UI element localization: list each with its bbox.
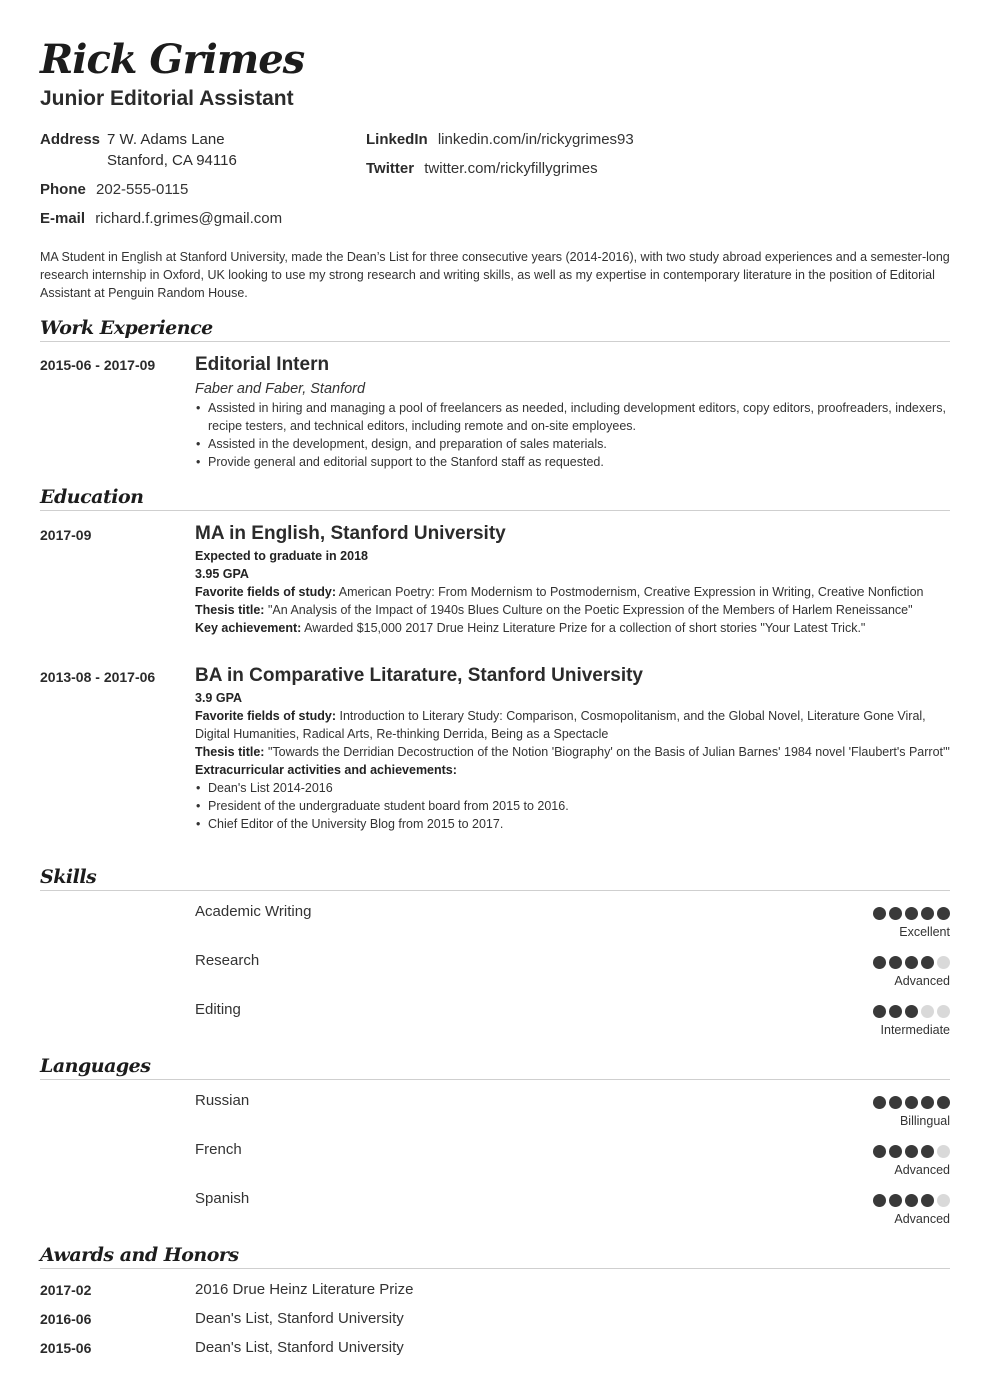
key-achievement bbox=[195, 619, 950, 637]
skill-level: Advanced bbox=[894, 974, 950, 988]
linkedin-label: LinkedIn bbox=[366, 131, 428, 148]
thesis-value: "An Analysis of the Impact of 1940s Blues Culture on the Poetic Expression of the Members of Harlem Reneissance" bbox=[267, 603, 913, 617]
profile-summary: MA Student in English at Stanford University, made the Dean’s List for three consecutive years (2014-2016), with two study abroad experiences and a semester-long research internship in Oxford, UK looking to use my strong research and writing skills, as well as my expertise in contemporary literature in the position of Editorial Assistant at Penguin Random House. bbox=[40, 250, 950, 300]
rating-dot-empty bbox=[937, 1194, 950, 1207]
thesis-label: Thesis title: bbox=[195, 603, 265, 617]
fields-value: Introduction to Literary Study: Comparison, Cosmopolitanism, and the Global Novel, Literature Gone Viral, Digital Humanities, Radical Arts, Re-thinking Derrida, Being as a Spectacle bbox=[195, 709, 926, 741]
section-title-awards: Awards and Honors bbox=[40, 1244, 239, 1266]
email-label: E-mail bbox=[40, 210, 86, 227]
rating-dot-filled bbox=[905, 907, 918, 920]
contact-phone bbox=[40, 179, 188, 200]
rating-dot-empty bbox=[937, 956, 950, 969]
fields-of-study bbox=[195, 707, 950, 743]
rating-dot-filled bbox=[873, 956, 886, 969]
email-link[interactable]: richard.f.grimes@gmail.com bbox=[95, 210, 283, 227]
language-level: Billingual bbox=[899, 1114, 950, 1128]
award-date: 2016-06 bbox=[40, 1311, 92, 1327]
award-date: 2015-06 bbox=[40, 1340, 92, 1356]
section-title-skills: Skills bbox=[40, 866, 97, 888]
rating-dot-filled bbox=[905, 1194, 918, 1207]
twitter-link[interactable]: twitter.com/rickyfillygrimes bbox=[424, 160, 598, 177]
rating-dot-filled bbox=[889, 1145, 902, 1158]
divider bbox=[40, 510, 950, 511]
thesis bbox=[195, 601, 950, 619]
fields-label: Favorite fields of study: bbox=[195, 585, 336, 599]
rating-dot-filled bbox=[937, 907, 950, 920]
twitter-label: Twitter bbox=[366, 160, 415, 177]
job-bullets bbox=[195, 399, 950, 471]
rating-dot-filled bbox=[921, 956, 934, 969]
achievement-value: Awarded $15,000 2017 Drue Heinz Literature Prize for a collection of short stories "Your Latest Trick." bbox=[304, 621, 866, 635]
skill-rating bbox=[873, 956, 950, 969]
rating-dot-filled bbox=[905, 956, 918, 969]
thesis bbox=[195, 743, 950, 761]
address-line2: Stanford, CA 94116 bbox=[107, 152, 237, 169]
skill-name: Academic Writing bbox=[195, 903, 312, 920]
rating-dot-filled bbox=[873, 907, 886, 920]
contact-address bbox=[40, 129, 100, 150]
education-entry-ma bbox=[195, 522, 950, 637]
thesis-label: Thesis title: bbox=[195, 745, 265, 759]
section-title-work: Work Experience bbox=[40, 317, 213, 339]
rating-dot-filled bbox=[873, 1145, 886, 1158]
achievement-label: Key achievement: bbox=[195, 621, 302, 635]
job-title: Junior Editorial Assistant bbox=[40, 87, 294, 110]
contact-email bbox=[40, 208, 282, 229]
extracurricular-bullets bbox=[195, 779, 950, 833]
degree-title: MA in English, Stanford University bbox=[195, 523, 506, 544]
phone-value: 202-555-0115 bbox=[96, 181, 189, 198]
extracurricular-label: Extracurricular activities and achievements: bbox=[195, 763, 457, 777]
education-dates: 2013-08 - 2017-06 bbox=[40, 669, 156, 685]
fields-value: American Poetry: From Modernism to Postmodernism, Creative Expression in Writing, Creative Nonfiction bbox=[338, 585, 924, 599]
skill-rating bbox=[873, 1005, 950, 1018]
phone-label: Phone bbox=[40, 181, 86, 198]
list-item: • Chief Editor of the University Blog from 2015 to 2017. bbox=[195, 815, 950, 833]
education-dates: 2017-09 bbox=[40, 527, 92, 543]
candidate-name: Rick Grimes bbox=[40, 36, 305, 83]
section-title-education: Education bbox=[40, 486, 144, 508]
rating-dot-filled bbox=[889, 1096, 902, 1109]
skill-name: Editing bbox=[195, 1001, 241, 1018]
job-company: Faber and Faber, Stanford bbox=[195, 381, 366, 397]
linkedin-link[interactable]: linkedin.com/in/rickygrimes93 bbox=[437, 131, 634, 148]
rating-dot-filled bbox=[905, 1096, 918, 1109]
language-rating bbox=[873, 1145, 950, 1158]
award-date: 2017-02 bbox=[40, 1282, 92, 1298]
list-item: • Provide general and editorial support to the Stanford staff as requested. bbox=[195, 453, 950, 471]
rating-dot-filled bbox=[921, 907, 934, 920]
list-item: • Assisted in the development, design, and preparation of sales materials. bbox=[195, 435, 950, 453]
award-name: Dean's List, Stanford University bbox=[195, 1310, 404, 1327]
fields-label: Favorite fields of study: bbox=[195, 709, 336, 723]
language-name: Russian bbox=[195, 1092, 250, 1109]
skill-name: Research bbox=[195, 952, 260, 969]
gpa: 3.9 GPA bbox=[195, 691, 243, 705]
rating-dot-filled bbox=[873, 1096, 886, 1109]
list-item: • Dean's List 2014-2016 bbox=[195, 779, 950, 797]
rating-dot-filled bbox=[889, 1005, 902, 1018]
rating-dot-filled bbox=[921, 1194, 934, 1207]
language-level: Advanced bbox=[894, 1212, 950, 1226]
language-level: Advanced bbox=[894, 1163, 950, 1177]
rating-dot-filled bbox=[905, 1145, 918, 1158]
rating-dot-filled bbox=[937, 1096, 950, 1109]
education-entry-ba bbox=[195, 664, 950, 833]
rating-dot-filled bbox=[873, 1005, 886, 1018]
language-rating bbox=[873, 1096, 950, 1109]
award-name: Dean's List, Stanford University bbox=[195, 1339, 404, 1356]
rating-dot-filled bbox=[889, 956, 902, 969]
address-label: Address bbox=[40, 131, 101, 148]
divider bbox=[40, 890, 950, 891]
list-item: • President of the undergraduate student board from 2015 to 2016. bbox=[195, 797, 950, 815]
rating-dot-empty bbox=[921, 1005, 934, 1018]
language-rating bbox=[873, 1194, 950, 1207]
language-name: French bbox=[195, 1141, 242, 1158]
rating-dot-empty bbox=[937, 1005, 950, 1018]
skill-level: Excellent bbox=[899, 925, 950, 939]
rating-dot-filled bbox=[873, 1194, 886, 1207]
language-name: Spanish bbox=[195, 1190, 250, 1207]
thesis-value: "Towards the Derridian Decostruction of the Notion 'Biography' on the Basis of Julian Barnes' 1984 novel 'Flaubert's Parrot'" bbox=[267, 745, 950, 759]
contact-linkedin bbox=[366, 129, 634, 150]
divider bbox=[40, 1079, 950, 1080]
gpa: 3.95 GPA bbox=[195, 567, 249, 581]
list-item: • Assisted in hiring and managing a pool of freelancers as needed, including development editors, copy editors, proofreaders, indexers, recipe testers, and technical editors, including remote and on-site employees. bbox=[195, 399, 950, 435]
job-dates: 2015-06 - 2017-09 bbox=[40, 357, 156, 373]
degree-title: BA in Comparative Litarature, Stanford University bbox=[195, 665, 644, 686]
rating-dot-empty bbox=[937, 1145, 950, 1158]
section-title-languages: Languages bbox=[40, 1055, 151, 1077]
skill-level: Intermediate bbox=[880, 1023, 950, 1037]
job-role: Editorial Intern bbox=[195, 354, 330, 375]
skill-rating bbox=[873, 907, 950, 920]
rating-dot-filled bbox=[905, 1005, 918, 1018]
rating-dot-filled bbox=[889, 1194, 902, 1207]
rating-dot-filled bbox=[921, 1096, 934, 1109]
job-entry bbox=[195, 353, 950, 471]
rating-dot-filled bbox=[889, 907, 902, 920]
address-line1: 7 W. Adams Lane bbox=[107, 131, 225, 148]
divider bbox=[40, 1268, 950, 1269]
divider bbox=[40, 341, 950, 342]
contact-twitter bbox=[366, 158, 598, 179]
fields-of-study bbox=[195, 583, 950, 601]
award-name: 2016 Drue Heinz Literature Prize bbox=[195, 1281, 414, 1298]
rating-dot-filled bbox=[921, 1145, 934, 1158]
graduation-note: Expected to graduate in 2018 bbox=[195, 549, 368, 563]
